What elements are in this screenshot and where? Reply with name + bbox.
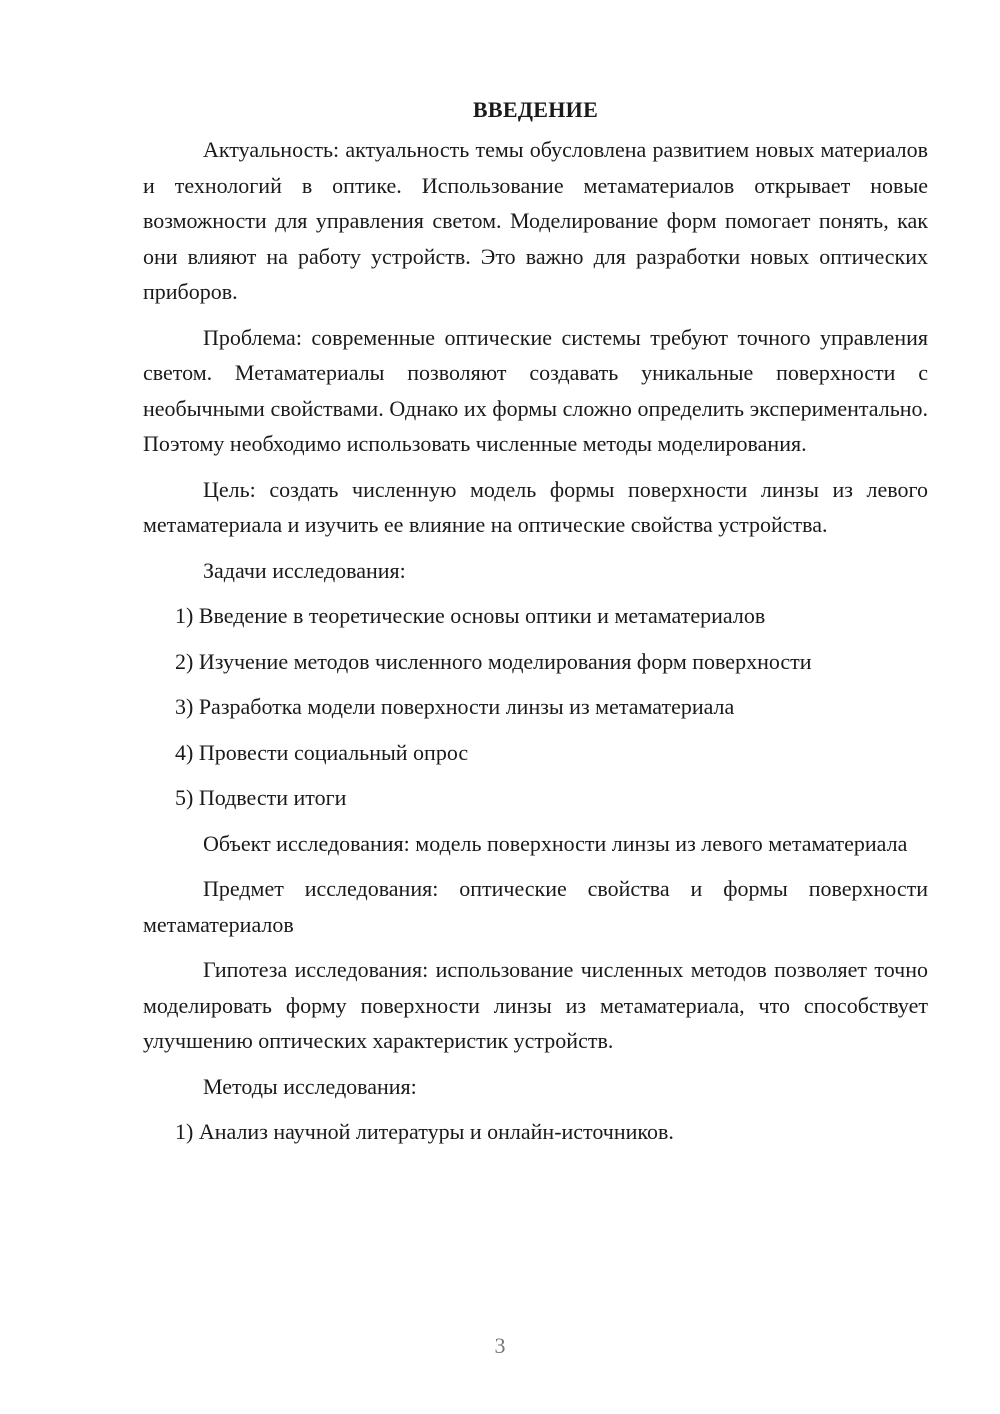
task-item: 3) Разработка модели поверхности линзы из метаматериала	[175, 694, 735, 719]
task-item: 2) Изучение методов численного моделирования форм поверхности	[175, 648, 812, 674]
relevance-paragraph: Актуальность: актуальность темы обусловлена развитием новых материалов и технологий в оптике. Использование метаматериалов открывает новые возможности для управления светом. Моделирование форм помогает понять, как они влияют на работу устройств. Это важно для разработки новых оптических приборов.	[143, 137, 928, 304]
method-item: 1) Анализ научной литературы и онлайн-источников.	[175, 1119, 674, 1144]
page-number: 3	[494, 1333, 506, 1358]
task-item: 5) Подвести итоги	[175, 785, 347, 810]
tasks-heading: Задачи исследования:	[203, 557, 406, 583]
section-title: ВВЕДЕНИЕ	[472, 97, 599, 122]
document-page	[143, 92, 928, 1160]
task-item: 4) Провести социальный опрос	[175, 739, 469, 765]
object-paragraph: Объект исследования: модель поверхности линзы из левого метаматериала	[203, 830, 908, 856]
problem-paragraph: Проблема: современные оптические системы требуют точного управления светом. Метаматериалы позволяют создавать уникальные поверхности с необычными свойствами. Однако их формы сложно определить экспериментально. Поэтому необходимо использовать численные методы моделирования.	[143, 324, 928, 456]
goal-paragraph: Цель: создать численную модель формы поверхности линзы из левого метаматериала и изучить ее влияние на оптические свойства устройства.	[143, 476, 928, 537]
task-item: 1) Введение в теоретические основы оптики и метаматериалов	[175, 603, 766, 628]
hypothesis-paragraph: Гипотеза исследования: использование численных методов позволяет точно моделировать форму поверхности линзы из метаматериала, что способствует улучшению оптических характеристик устройств.	[143, 957, 928, 1053]
methods-heading: Методы исследования:	[203, 1073, 417, 1099]
subject-paragraph: Предмет исследования: оптические свойства и формы поверхности метаматериалов	[143, 876, 928, 937]
